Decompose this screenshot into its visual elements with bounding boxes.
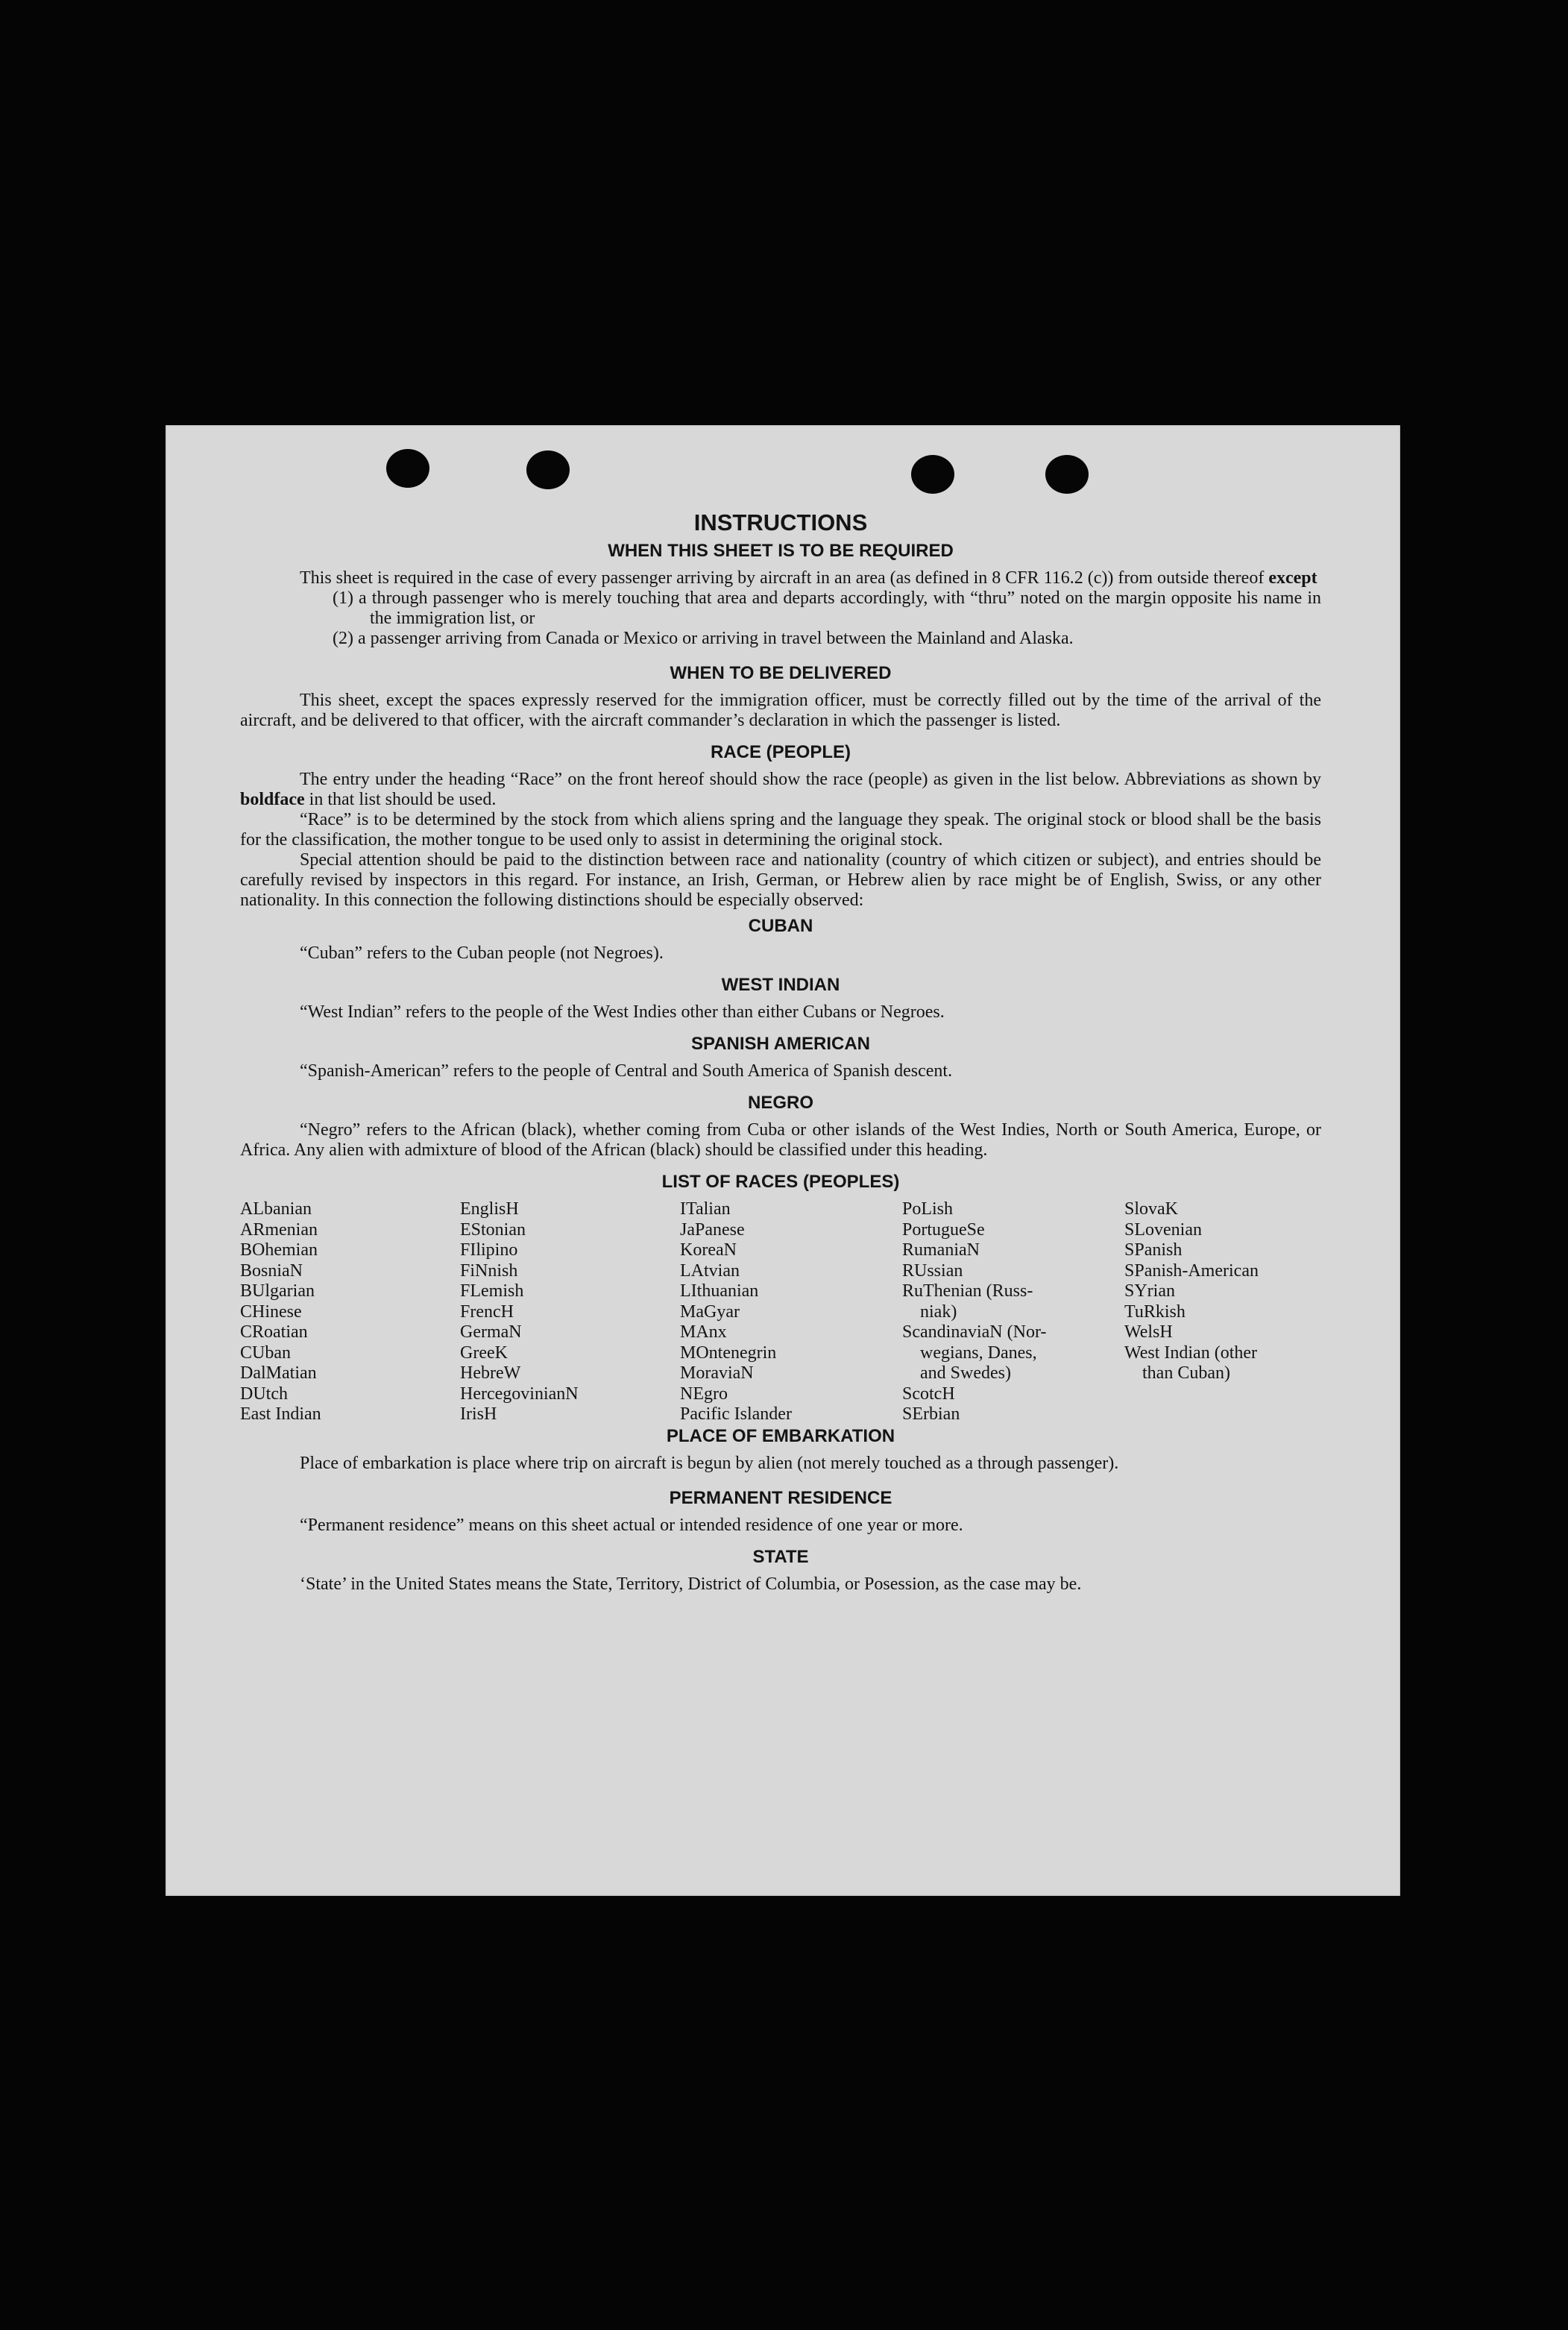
heading-state: STATE — [752, 1546, 809, 1567]
race-list-item: SLovenian — [1124, 1219, 1202, 1240]
west-indian-text: “West Indian” refers to the people of the West Indies other than either Cubans or Negroes. — [300, 1002, 945, 1022]
heading-when-delivered: WHEN TO BE DELIVERED — [670, 663, 892, 683]
race-list-item: WelsH — [1124, 1322, 1173, 1342]
instructions-content — [240, 509, 1321, 1595]
race-list-item: ScotcH — [902, 1384, 955, 1404]
race-column-3 — [680, 1199, 902, 1425]
punch-hole — [386, 449, 429, 488]
race-list — [240, 1199, 1321, 1425]
punch-hole — [1045, 455, 1089, 494]
race-column-5 — [1124, 1199, 1321, 1425]
race-p1-end: in that list should be used. — [304, 790, 497, 809]
required-item-1: (1) a through passenger who is merely touching that area and departs accordingly, with “thru” noted on the margin opposite his name in the immigration list, or — [333, 588, 1321, 628]
race-paragraph-1 — [240, 770, 1321, 810]
race-list-item: BosniaN — [240, 1260, 303, 1281]
heading-permanent-residence: PERMANENT RESIDENCE — [669, 1487, 892, 1508]
race-list-item: BUlgarian — [240, 1281, 315, 1301]
race-list-item: FrencH — [460, 1301, 514, 1322]
spanish-american-text: “Spanish-American” refers to the people of Central and South America of Spanish descent. — [300, 1061, 953, 1081]
race-list-item: JaPanese — [680, 1219, 745, 1240]
race-list-item: Pacific Islander — [680, 1404, 792, 1424]
race-list-item: ARmenian — [240, 1219, 318, 1240]
heading-cuban: CUBAN — [748, 916, 813, 936]
negro-text: “Negro” refers to the African (black), whether coming from Cuba or other islands of the West Indies, North or South America, Europe, or Africa. Any alien with admixture of blood of the African (black) should be classified under this heading. — [240, 1120, 1321, 1160]
race-list-item: MOntenegrin — [680, 1343, 777, 1363]
race-p1-boldface: boldface — [240, 790, 305, 809]
race-list-item: SlovaK — [1124, 1199, 1178, 1219]
race-list-item: EStonian — [460, 1219, 526, 1240]
race-list-item: EnglisH — [460, 1199, 519, 1219]
race-list-item: IrisH — [460, 1404, 497, 1424]
cuban-text: “Cuban” refers to the Cuban people (not Negroes). — [300, 943, 664, 963]
state-text: ‘State’ in the United States means the State, Territory, District of Columbia, or Posession, as the case may be. — [300, 1574, 1082, 1594]
instruction-sheet — [166, 425, 1400, 1896]
race-list-item: ScandinaviaN (Nor- — [902, 1322, 1047, 1342]
race-list-item: GermaN — [460, 1322, 522, 1342]
delivered-text: This sheet, except the spaces expressly reserved for the immigration officer, must be correctly filled out by the time of the arrival of the aircraft, and be delivered to that officer, with the aircraft commander’s declaration in which the passenger is listed. — [240, 691, 1321, 730]
race-column-1 — [240, 1199, 460, 1425]
race-list-item: DalMatian — [240, 1363, 317, 1383]
race-list-item: MoraviaN — [680, 1363, 754, 1383]
race-list-item: PortugueSe — [902, 1219, 985, 1240]
required-except: except — [1268, 568, 1317, 588]
race-list-item: DUtch — [240, 1384, 288, 1404]
race-list-item: SErbian — [902, 1404, 960, 1424]
race-list-item: RumaniaN — [902, 1240, 980, 1260]
race-list-item: CUban — [240, 1343, 291, 1363]
punch-hole — [911, 455, 954, 494]
race-list-item: RuThenian (Russ- — [902, 1281, 1033, 1301]
race-list-item: West Indian (other — [1124, 1343, 1258, 1363]
heading-place-of-embarkation: PLACE OF EMBARKATION — [666, 1425, 895, 1446]
heading-spanish-american: SPANISH AMERICAN — [690, 1034, 870, 1054]
race-list-item: KoreaN — [680, 1240, 737, 1260]
race-list-item: GreeK — [460, 1343, 508, 1363]
race-list-item: FLemish — [460, 1281, 524, 1301]
race-list-item-continued: wegians, Danes, — [920, 1343, 1037, 1363]
embarkation-text: Place of embarkation is place where trip on aircraft is begun by alien (not merely touched as a through passenger). — [300, 1453, 1119, 1473]
heading-west-indian: WEST INDIAN — [721, 975, 840, 995]
required-intro-text: This sheet is required in the case of every passenger arriving by aircraft in an area (as defined in 8 CFR 116.2 (c)) from outside thereof — [300, 568, 1269, 588]
heading-list-of-races: LIST OF RACES (PEOPLES) — [661, 1172, 900, 1192]
race-list-item: SPanish-American — [1124, 1260, 1259, 1281]
race-list-item: PoLish — [902, 1199, 954, 1219]
race-list-item: RUssian — [902, 1260, 963, 1281]
race-list-item: SPanish — [1124, 1240, 1183, 1260]
race-list-item: FIlipino — [460, 1240, 518, 1260]
required-intro — [240, 568, 1321, 588]
race-list-item-continued: and Swedes) — [920, 1363, 1011, 1383]
page-title: INSTRUCTIONS — [693, 509, 868, 536]
race-list-item-continued: than Cuban) — [1142, 1363, 1230, 1383]
race-list-item-continued: niak) — [920, 1301, 957, 1322]
race-list-item: BOhemian — [240, 1240, 318, 1260]
race-list-item: HebreW — [460, 1363, 521, 1383]
race-column-4 — [902, 1199, 1124, 1425]
required-item-2: (2) a passenger arriving from Canada or Mexico or arriving in travel between the Mainland and Alaska. — [333, 629, 1074, 648]
race-list-item: MaGyar — [680, 1301, 740, 1322]
race-paragraph-2: “Race” is to be determined by the stock from which aliens spring and the language they speak. The original stock or blood shall be the basis for the classification, the mother tongue to be used only to assist in determining the original stock. — [240, 810, 1321, 850]
race-list-item: TuRkish — [1124, 1301, 1186, 1322]
race-list-item: MAnx — [680, 1322, 727, 1342]
residence-text: “Permanent residence” means on this sheet actual or intended residence of one year or more. — [300, 1515, 963, 1535]
race-p1-text: The entry under the heading “Race” on the front hereof should show the race (people) as given in the list below. Abbreviations as shown by — [300, 770, 1321, 789]
race-list-item: SYrian — [1124, 1281, 1175, 1301]
heading-race: RACE (PEOPLE) — [710, 742, 851, 762]
race-paragraph-3: Special attention should be paid to the distinction between race and nationality (country of which citizen or subject), and entries should be carefully revised by inspectors in this regard. For instance, an Irish, German, or Hebrew alien by race might be of English, Swiss, or any other nationality. In this connection the following distinctions should be especially observed: — [240, 850, 1321, 910]
race-list-item: LIthuanian — [680, 1281, 759, 1301]
race-list-item: FiNnish — [460, 1260, 518, 1281]
heading-negro: NEGRO — [747, 1093, 813, 1113]
race-list-item: HercegovinianN — [460, 1384, 579, 1404]
race-list-item: ALbanian — [240, 1199, 312, 1219]
race-column-2 — [460, 1199, 680, 1425]
race-list-item: ITalian — [680, 1199, 731, 1219]
race-list-item: NEgro — [680, 1384, 728, 1404]
heading-when-required: WHEN THIS SHEET IS TO BE REQUIRED — [608, 541, 954, 561]
race-list-item: CHinese — [240, 1301, 302, 1322]
punch-hole — [526, 450, 570, 489]
race-list-item: East Indian — [240, 1404, 321, 1424]
race-list-item: LAtvian — [680, 1260, 740, 1281]
race-list-item: CRoatian — [240, 1322, 308, 1342]
